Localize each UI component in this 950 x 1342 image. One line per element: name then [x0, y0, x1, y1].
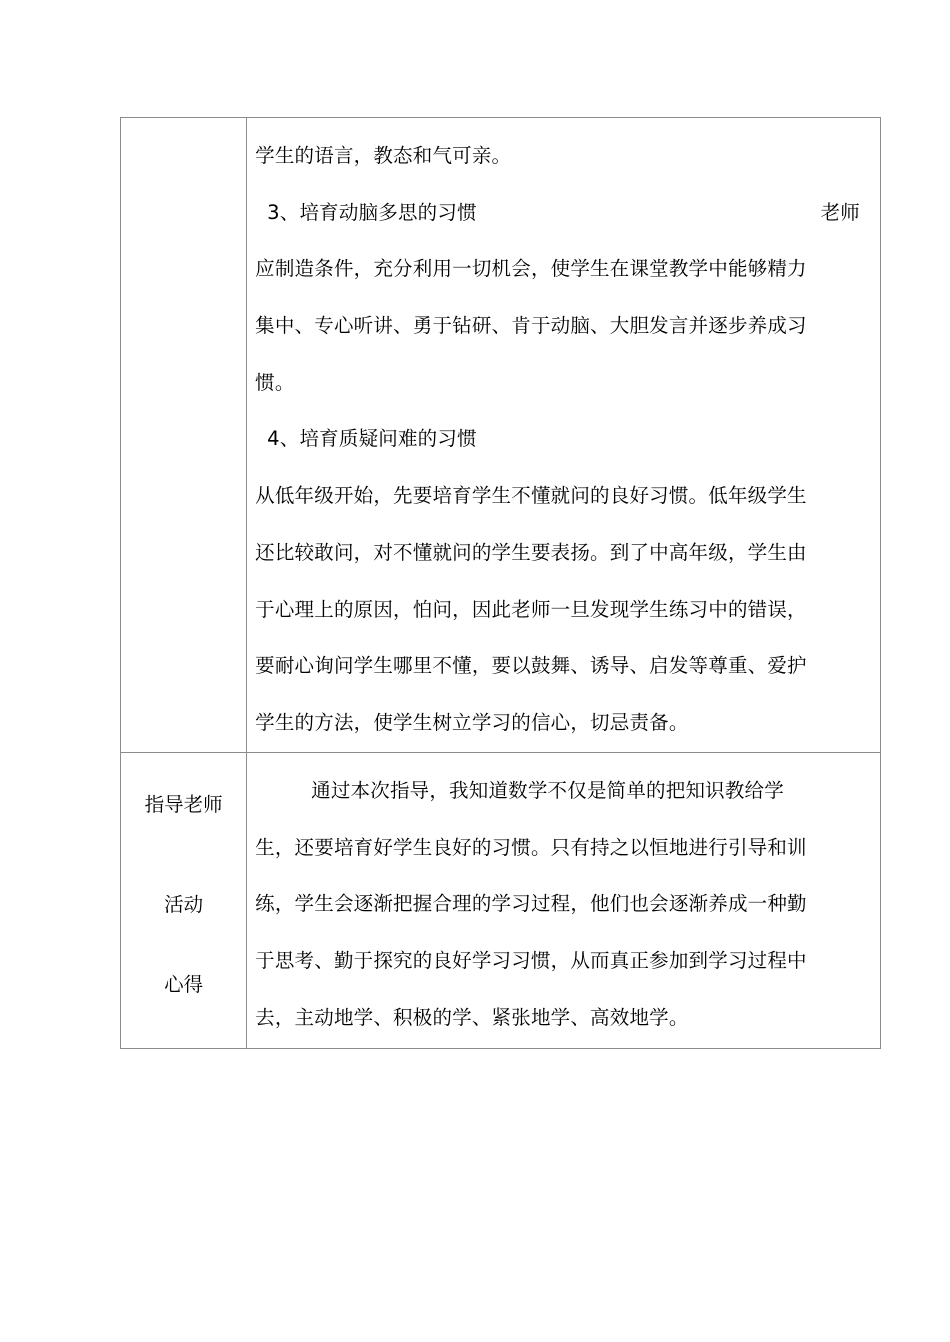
text-line: 生，还要培育好学生良好的习惯。只有持之以恒地进行引导和训 [255, 835, 807, 859]
row-label-line: 活动 [164, 893, 204, 916]
text-line: 去，主动地学、积极的学、紧张地学、高效地学。 [255, 1005, 689, 1029]
row-label-line: 心得 [164, 973, 204, 996]
label-cell-empty [121, 118, 247, 753]
text-line: 要耐心询问学生哪里不懂，要以鼓舞、诱导、启发等尊重、爱护 [255, 654, 807, 678]
text-line: 于心理上的原因，怕问，因此老师一旦发现学生练习中的错误， [255, 597, 807, 621]
document-table [120, 117, 881, 1049]
text-line: 从低年级开始，先要培育学生不懂就问的良好习惯。低年级学生 [255, 484, 807, 508]
table-row [121, 118, 881, 753]
table-row [121, 753, 881, 1049]
content-cell [247, 753, 881, 1049]
text-line: 通过本次指导，我知道数学不仅是简单的把知识教给学 [311, 779, 784, 802]
text-line: 还比较敢问，对不懂就问的学生要表扬。到了中高年级，学生由 [255, 540, 807, 564]
section-heading: 4、培育质疑问难的习惯 [267, 427, 477, 451]
text-line: 学生的语言，教态和气可亲。 [255, 144, 512, 167]
text-line: 惯。 [255, 370, 295, 394]
heading-text: 3、培育动脑多思的习惯 [267, 200, 477, 224]
section-heading [255, 185, 870, 242]
content-cell [247, 118, 881, 753]
text-line: 集中、专心听讲、勇于钻研、肯于动脑、大胆发言并逐步养成习 [255, 314, 807, 338]
text-line: 学生的方法，使学生树立学习的信心，切忌责备。 [255, 710, 689, 734]
text-line: 于思考、勤于探究的良好学习习惯，从而真正参加到学习过程中 [255, 949, 807, 973]
label-cell [121, 753, 247, 1049]
row-label-line: 指导老师 [144, 793, 223, 816]
text-line: 练，学生会逐渐把握合理的学习过程，他们也会逐渐养成一种勤 [255, 892, 807, 916]
heading-tail-text: 老师 [820, 200, 860, 224]
text-line: 应制造条件，充分利用一切机会，使学生在课堂教学中能够精力 [255, 257, 807, 281]
